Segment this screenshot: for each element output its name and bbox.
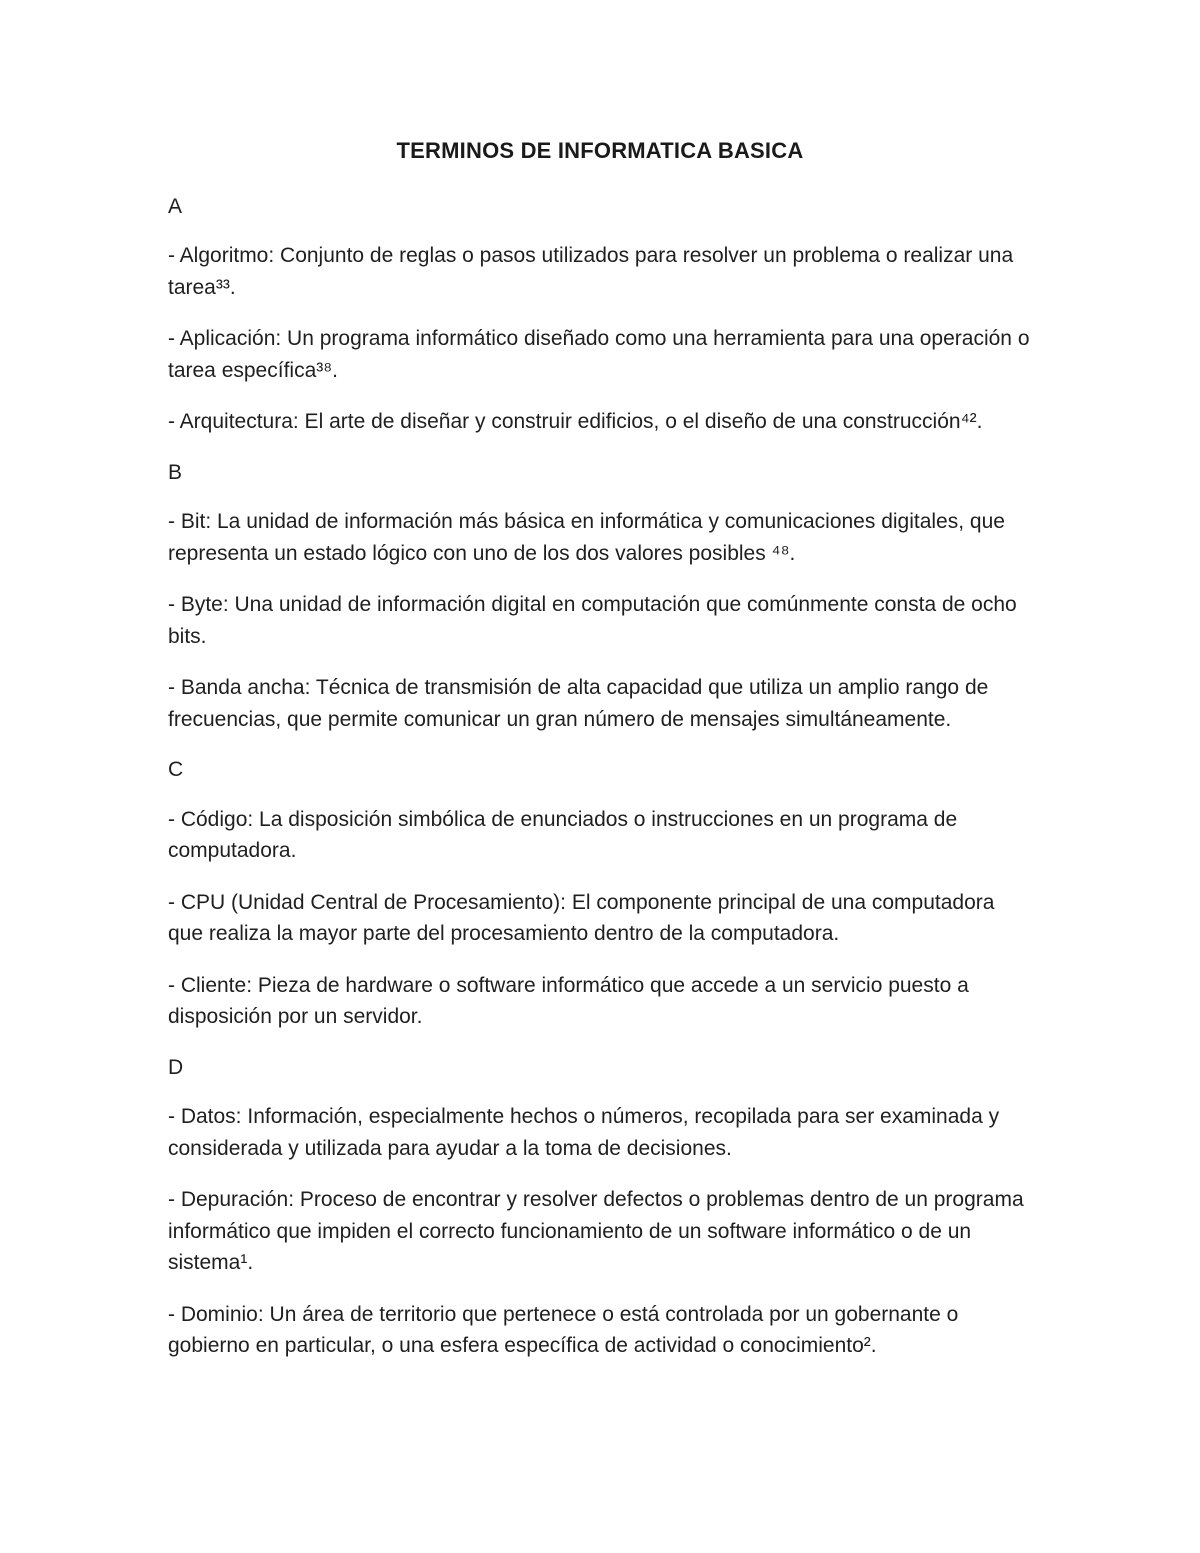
section-d — [168, 1053, 1032, 1362]
definition-paragraph: - Byte: Una unidad de información digital en computación que comúnmente consta de ocho bits. — [168, 593, 1017, 648]
section-c — [168, 755, 1032, 1032]
section-a — [168, 192, 1032, 438]
section-letter: A — [168, 195, 183, 218]
definition-paragraph: - Cliente: Pieza de hardware o software informático que accede a un servicio puesto a disposición por un servidor. — [168, 973, 969, 1029]
page-title: TERMINOS DE INFORMATICA BASICA — [396, 138, 804, 163]
definition-paragraph: - Código: La disposición simbólica de enunciados o instrucciones en un programa de computadora. — [168, 807, 958, 863]
definition-paragraph: - Banda ancha: Técnica de transmisión de alta capacidad que utiliza un amplio rango de frecuencias, que permite comunicar un gran número de mensajes simultáneamente. — [168, 676, 989, 731]
definition-paragraph: - Arquitectura: El arte de diseñar y construir edificios, o el diseño de una construcción⁴². — [168, 410, 983, 434]
definition-paragraph: - Bit: La unidad de información más básica en informática y comunicaciones digitales, que representa un estado lógico con uno de los dos valores posibles ⁴⁸. — [168, 510, 1005, 565]
definition-paragraph: - CPU (Unidad Central de Procesamiento): El componente principal de una computadora que realiza la mayor parte del procesamiento dentro de la computadora. — [168, 890, 995, 946]
definition-paragraph: - Datos: Información, especialmente hechos o números, recopilada para ser examinada y considerada y utilizada para ayudar a la toma de decisiones. — [168, 1105, 1000, 1160]
definition-paragraph: - Aplicación: Un programa informático diseñado como una herramienta para una operación o tarea específica³⁸. — [168, 327, 1030, 382]
section-b — [168, 458, 1032, 735]
section-letter: C — [168, 758, 184, 782]
section-letter: D — [168, 1055, 184, 1079]
definition-paragraph: - Dominio: Un área de territorio que pertenece o está controlada por un gobernante o gobierno en particular, o una esfera específica de actividad o conocimiento². — [168, 1302, 959, 1358]
definition-paragraph: - Algoritmo: Conjunto de reglas o pasos utilizados para resolver un problema o realizar una tarea³³. — [168, 244, 1014, 299]
section-letter: B — [168, 460, 183, 484]
definition-paragraph: - Depuración: Proceso de encontrar y resolver defectos o problemas dentro de un programa informático que impiden el correcto funcionamiento de un software informático o de un sistema¹. — [168, 1188, 1024, 1275]
